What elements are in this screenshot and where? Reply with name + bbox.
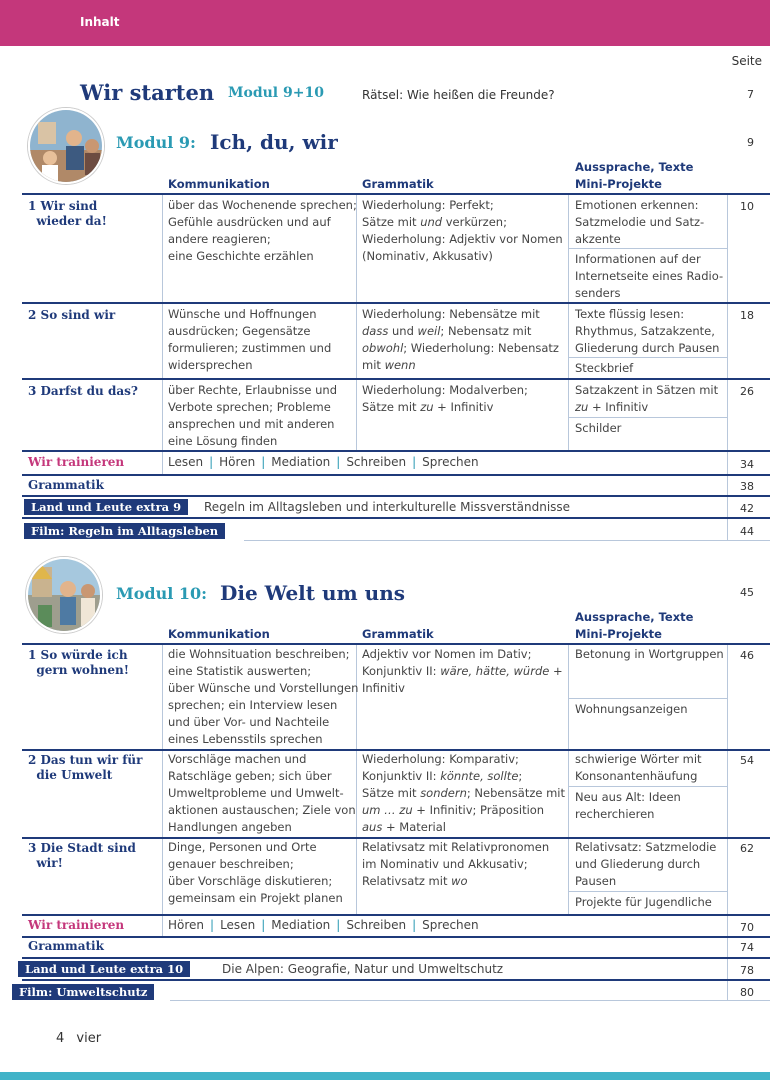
divider: [568, 645, 569, 915]
header-bar: [0, 0, 770, 46]
modul9-header-rule: [22, 193, 770, 195]
lesson-10-1-komm: die Wohnsituation beschreiben; eine Statistik auswerten; über Wünsche und Vorstellungen sprechen; ein Interview lesen und über Vor- und Nachteile eines Lebensstils sprechen: [168, 647, 359, 746]
seite-label: Seite: [731, 54, 762, 68]
lesson-9-1-gram: Wiederholung: Perfekt; Sätze mit und verkürzen; Wiederholung: Adjektiv vor Nomen (Nominativ, Akkusativ): [362, 198, 563, 263]
lesson-9-3-komm: über Rechte, Erlaubnisse und Verbote sprechen; Probleme ansprechen und mit anderen eine Lösung finden: [168, 383, 338, 448]
lesson-10-1-page[interactable]: 46: [740, 649, 754, 662]
divider: [162, 645, 163, 937]
modul9-grammatik-label[interactable]: Grammatik: [28, 478, 104, 492]
bottom-bar: [0, 1072, 770, 1080]
wir-starten-title: Wir starten: [80, 80, 215, 105]
lesson-10-3-komm: Dinge, Personen und Orte genauer beschreiben; über Vorschläge diskutieren; gemeinsam ein Projekt planen: [168, 840, 343, 905]
footer-page: [56, 1031, 101, 1046]
modul9-land-page[interactable]: 42: [740, 502, 754, 515]
divider: [568, 195, 569, 450]
lesson-10-2-komm: Vorschläge machen und Ratschläge geben; sich über Umweltprobleme und Umwelt- aktionen austauschen; Ziele von Handlungen angeben: [168, 752, 356, 834]
wir-starten-desc[interactable]: Rätsel: Wie heißen die Freunde?: [362, 88, 555, 102]
skill[interactable]: Mediation: [271, 918, 331, 932]
row-rule: [22, 914, 770, 916]
modul10-trainieren-skills: Hören | Lesen | Mediation | Schreiben | Sprechen: [168, 918, 479, 932]
row-rule: [22, 302, 770, 304]
modul10-photo: [26, 557, 102, 633]
divider: [727, 645, 728, 1000]
footer-page-num: 4: [56, 1031, 65, 1046]
lesson-9-3-ausp-b: Schilder: [575, 421, 622, 435]
lesson-10-1-ausp-a: Betonung in Wortgruppen: [575, 647, 724, 661]
skill[interactable]: Schreiben: [346, 918, 407, 932]
divider: [568, 698, 727, 699]
lesson-9-3-title[interactable]: 3 Darfst du das?: [28, 384, 138, 398]
row-rule: [22, 495, 770, 497]
divider: [162, 195, 163, 450]
modul9-land-label[interactable]: Land und Leute extra 9: [24, 499, 188, 515]
col-grammatik-9: Grammatik: [362, 177, 434, 191]
lesson-10-3-page[interactable]: 62: [740, 842, 754, 855]
lesson-9-1-title[interactable]: 1 Wir sind wieder da!: [28, 199, 107, 228]
lesson-9-3-page[interactable]: 26: [740, 385, 754, 398]
lesson-9-3-ausp-a: Satzakzent in Sätzen mit zu + Infinitiv: [575, 383, 719, 414]
lesson-10-1-ausp-b: Wohnungsanzeigen: [575, 702, 688, 716]
lesson-9-2-ausp-a: Texte flüssig lesen: Rhythmus, Satzakzente, Gliederung durch Pausen: [575, 307, 720, 355]
modul9-label: Modul 9:: [116, 133, 196, 152]
header-label: Inhalt: [80, 15, 120, 29]
lesson-9-1-ausp-a: Emotionen erkennen: Satzmelodie und Satz- akzente: [575, 198, 705, 246]
lesson-10-1-title[interactable]: 1 So würde ich gern wohnen!: [28, 648, 130, 677]
col-aussprache-10: Aussprache, Texte: [575, 610, 694, 624]
divider: [727, 195, 728, 540]
divider: [568, 891, 727, 892]
modul9-trainieren-page[interactable]: 34: [740, 458, 754, 471]
row-rule: [244, 540, 770, 541]
wir-starten-modul: Modul 9+10: [228, 85, 324, 101]
row-rule: [22, 474, 770, 476]
lesson-9-2-page[interactable]: 18: [740, 309, 754, 322]
footer-page-word: vier: [76, 1031, 102, 1046]
skill[interactable]: Lesen: [168, 455, 204, 469]
lesson-10-2-page[interactable]: 54: [740, 754, 754, 767]
modul9-grammatik-page[interactable]: 38: [740, 480, 754, 493]
modul10-land-label[interactable]: Land und Leute extra 10: [18, 961, 190, 977]
lesson-10-3-ausp-b: Projekte für Jugendliche: [575, 895, 712, 909]
modul9-trainieren-label[interactable]: Wir trainieren: [28, 455, 125, 469]
modul10-label: Modul 10:: [116, 584, 208, 603]
skill[interactable]: Sprechen: [422, 918, 479, 932]
lesson-9-2-ausp-b: Steckbrief: [575, 361, 634, 375]
row-rule: [22, 936, 770, 938]
row-rule: [22, 957, 770, 959]
lesson-9-1-ausp-b: Informationen auf der Internetseite eines Radio- senders: [575, 252, 724, 300]
lesson-9-1-page[interactable]: 10: [740, 200, 754, 213]
skill[interactable]: Lesen: [220, 918, 256, 932]
modul9-film-page[interactable]: 44: [740, 525, 754, 538]
modul10-film-label[interactable]: Film: Umweltschutz: [12, 984, 154, 1000]
col-grammatik-10: Grammatik: [362, 627, 434, 641]
row-rule: [22, 979, 770, 981]
col-miniprojekte-10: Mini-Projekte: [575, 627, 662, 641]
modul9-trainieren-skills: Lesen | Hören | Mediation | Schreiben | Sprechen: [168, 455, 479, 469]
modul9-land-desc: Regeln im Alltagsleben und interkulturelle Missverständnisse: [204, 500, 571, 514]
lesson-9-1-komm: über das Wochenende sprechen; Gefühle ausdrücken und auf andere reagieren; eine Geschichte erzählen: [168, 198, 357, 263]
lesson-9-2-title[interactable]: 2 So sind wir: [28, 308, 116, 322]
lesson-9-3-gram: Wiederholung: Modalverben; Sätze mit zu + Infinitiv: [362, 383, 528, 414]
lesson-10-2-gram: Wiederholung: Komparativ; Konjunktiv II: könnte, sollte; Sätze mit sondern; Nebensätze mit um … zu + Infinitiv; Präposition aus + Material: [362, 752, 565, 834]
skill[interactable]: Hören: [168, 918, 205, 932]
lesson-10-3-title[interactable]: 3 Die Stadt sind wir!: [28, 841, 136, 870]
divider: [568, 248, 727, 249]
modul9-photo: [28, 108, 104, 184]
row-rule: [22, 378, 770, 380]
modul10-trainieren-label[interactable]: Wir trainieren: [28, 918, 125, 932]
lesson-10-2-ausp-b: Neu aus Alt: Ideen recherchieren: [575, 790, 681, 821]
divider: [568, 786, 727, 787]
col-miniprojekte-9: Mini-Projekte: [575, 177, 662, 191]
lesson-10-3-gram: Relativsatz mit Relativpronomen im Nominativ und Akkusativ; Relativsatz mit wo: [362, 840, 550, 888]
modul10-grammatik-page[interactable]: 74: [740, 941, 754, 954]
lesson-10-1-gram: Adjektiv vor Nomen im Dativ; Konjunktiv II: wäre, hätte, würde + Infinitiv: [362, 647, 563, 695]
row-rule: [22, 450, 770, 452]
lesson-9-2-gram: Wiederholung: Nebensätze mit dass und weil; Nebensatz mit obwohl; Wiederholung: Nebensatz mit wenn: [362, 307, 559, 372]
skill[interactable]: Hören: [219, 455, 256, 469]
wir-starten-page[interactable]: 7: [747, 88, 754, 101]
lesson-9-2-komm: Wünsche und Hoffnungen ausdrücken; Gegensätze formulieren; zustimmen und widersprechen: [168, 307, 332, 372]
col-kommunikation-10: Kommunikation: [168, 627, 270, 641]
divider: [162, 452, 163, 474]
divider: [568, 417, 727, 418]
modul10-trainieren-page[interactable]: 70: [740, 921, 754, 934]
modul9-film-label[interactable]: Film: Regeln im Alltagsleben: [24, 523, 225, 539]
modul9-title: Ich, du, wir: [210, 130, 338, 154]
modul10-grammatik-label[interactable]: Grammatik: [28, 939, 104, 953]
divider: [568, 357, 727, 358]
modul9-page[interactable]: 9: [747, 136, 754, 149]
lesson-10-2-title[interactable]: 2 Das tun wir für die Umwelt: [28, 753, 143, 782]
row-rule: [170, 1000, 770, 1001]
modul10-header-rule: [22, 643, 770, 645]
modul10-land-desc: Die Alpen: Geografie, Natur und Umweltschutz: [222, 962, 504, 976]
col-kommunikation-9: Kommunikation: [168, 177, 270, 191]
modul10-land-page[interactable]: 78: [740, 964, 754, 977]
lesson-10-2-ausp-a: schwierige Wörter mit Konsonantenhäufung: [575, 752, 702, 783]
modul10-film-page[interactable]: 80: [740, 986, 754, 999]
col-aussprache-9: Aussprache, Texte: [575, 160, 694, 174]
skill[interactable]: Sprechen: [422, 455, 479, 469]
lesson-10-3-ausp-a: Relativsatz: Satzmelodie und Gliederung durch Pausen: [575, 840, 717, 888]
row-rule: [22, 517, 770, 519]
skill[interactable]: Schreiben: [346, 455, 407, 469]
modul10-page[interactable]: 45: [740, 586, 754, 599]
skill[interactable]: Mediation: [271, 455, 331, 469]
modul10-title: Die Welt um uns: [220, 581, 405, 605]
